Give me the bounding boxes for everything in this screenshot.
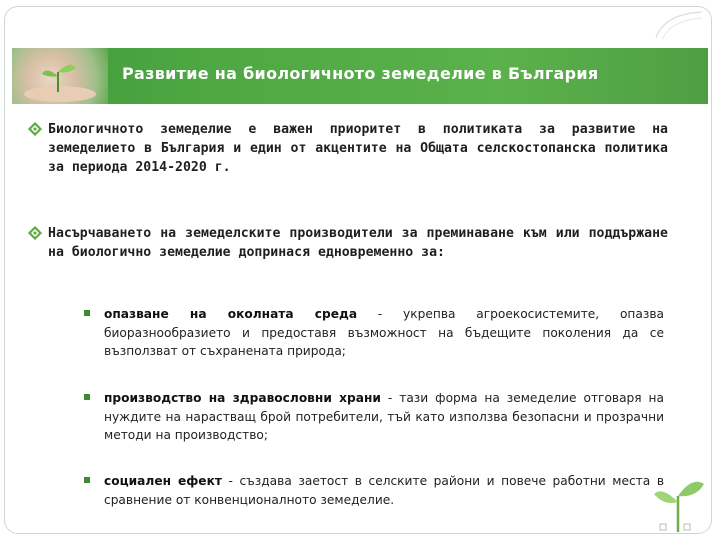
sprout-icon <box>650 466 706 532</box>
sub-bullet-text: - създава заетост в селските райони и повече работни места в сравнение от конвенционалното земеделие. <box>104 474 664 507</box>
sub-bullet <box>104 389 664 445</box>
title-banner <box>12 48 708 104</box>
square-bullet-icon <box>84 310 90 316</box>
bullet-point: Биологичното земеделие е важен приоритет в политиката за развитие на земеделието в България и един от акцентите на Общата селскостопанска политика за периода 2014-2020 г. <box>48 122 668 176</box>
sub-bullet-heading: опазване на околната среда <box>104 307 358 321</box>
hands-seedling-photo <box>12 48 108 104</box>
page-title: Развитие на биологичното земеделие в България <box>122 64 599 83</box>
sub-bullet-heading: социален ефект <box>104 474 222 488</box>
bullet-point: Насърчаването на земеделските производители за преминаване към или поддържане на биологично земеделие допринася едновременно за: <box>48 226 668 261</box>
seedling-icon <box>12 48 108 104</box>
sub-bullet <box>104 472 664 509</box>
sub-bullet-text: - тази форма на земеделие отговаря на нуждите на нарастващ брой потребители, тъй като използва безопасни и прозрачни методи на производство; <box>104 391 664 442</box>
square-bullet-icon <box>84 394 90 400</box>
sub-bullet <box>104 305 664 361</box>
square-bullet-icon <box>84 477 90 483</box>
diamond-bullet-icon <box>28 226 42 240</box>
sub-bullet-text: - укрепва агроекосистемите, опазва биоразнообразието и предоставя възможност на бъдещите поколения да се възползват от съхранената природа; <box>104 307 664 358</box>
diamond-bullet-icon <box>28 122 42 136</box>
corner-decoration <box>654 10 704 40</box>
sub-bullet-heading: производство на здравословни храни <box>104 391 381 405</box>
